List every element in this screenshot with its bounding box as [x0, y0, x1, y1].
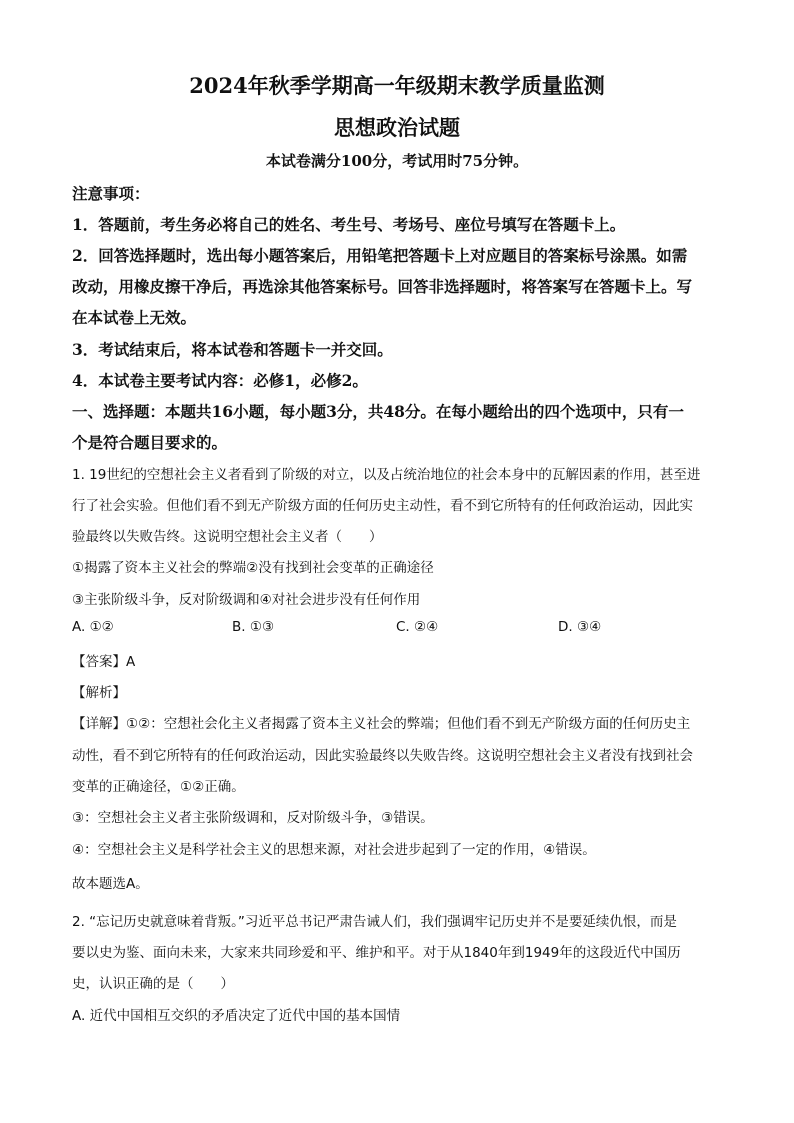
exam-title: 2024年秋季学期高一年级期末教学质量监测 [189, 73, 605, 98]
q1-conclusion: 故本题选A。 [72, 876, 149, 892]
q1-analysis-label: 【解析】 [72, 685, 126, 701]
q1-answer: 【答案】A [72, 654, 136, 670]
q1-option-d: D. ③④ [558, 619, 602, 635]
q1-detail-line-5: ④：空想社会主义是科学社会主义的思想来源，对社会进步起到了一定的作用，④错误。 [72, 842, 596, 858]
q1-statements-line-2: ③主张阶级斗争，反对阶级调和④对社会进步没有任何作用 [72, 592, 421, 608]
q1-detail-line-4: ③：空想社会主义者主张阶级调和，反对阶级斗争，③错误。 [72, 810, 434, 826]
q1-stem-line-2: 行了社会实验。但他们看不到无产阶级方面的任何历史主动性，看不到它所特有的任何政治运动，因此实 [72, 498, 693, 514]
notice-item-2-line-3: 在本试卷上无效。 [72, 308, 197, 327]
section-heading-line-1: 一、选择题：本题共16小题，每小题3分，共48分。在每小题给出的四个选项中，只有一 [72, 402, 684, 421]
subject-title: 思想政治试题 [334, 115, 460, 140]
notice-heading: 注意事项： [72, 184, 150, 203]
notice-item-1: 1．答题前，考生务必将自己的姓名、考生号、考场号、座位号填写在答题卡上。 [72, 215, 626, 234]
q2-stem-line-3: 史，认识正确的是（ ） [72, 976, 234, 992]
q2-stem-line-2: 要以史为鉴、面向未来，大家来共同珍爱和平、维护和平。对于从1840年到1949年的这段近代中国历 [72, 945, 681, 961]
section-heading-line-2: 个是符合题目要求的。 [72, 433, 228, 452]
notice-item-2-line-2: 改动，用橡皮擦干净后，再选涂其他答案标号。回答非选择题时，将答案写在答题卡上。写 [72, 277, 693, 296]
exam-info: 本试卷满分100分，考试用时75分钟。 [265, 152, 529, 170]
q1-stem-line-3: 验最终以失败告终。这说明空想社会主义者（ ） [72, 529, 383, 545]
q1-detail-line-2: 动性，看不到它所特有的任何政治运动，因此实验最终以失败告终。这说明空想社会主义者没有找到社会 [72, 748, 693, 764]
q1-option-b: B. ①③ [232, 619, 275, 635]
q1-detail-line-3: 变革的正确途径，①②正确。 [72, 779, 245, 795]
q2-option-a: A. 近代中国相互交织的矛盾决定了近代中国的基本国情 [72, 1008, 401, 1024]
q1-stem-line-1: 1. 19世纪的空想社会主义者看到了阶级的对立，以及占统治地位的社会本身中的瓦解因素的作用，甚至进 [72, 467, 701, 483]
q1-statements-line-1: ①揭露了资本主义社会的弊端②没有找到社会变革的正确途径 [72, 560, 434, 576]
notice-item-2-line-1: 2．回答选择题时，选出每小题答案后，用铅笔把答题卡上对应题目的答案标号涂黑。如需 [72, 246, 688, 265]
notice-item-4: 4．本试卷主要考试内容：必修1，必修2。 [72, 371, 368, 390]
q1-option-c: C. ②④ [396, 619, 439, 635]
q1-detail-line-1: 【详解】①②：空想社会化主义者揭露了资本主义社会的弊端；但他们看不到无产阶级方面的任何历史主 [72, 716, 691, 732]
notice-item-3: 3．考试结束后，将本试卷和答题卡一并交回。 [72, 340, 393, 359]
q2-stem-line-1: 2. “忘记历史就意味着背叛。”习近平总书记严肃告诫人们，我们强调牢记历史并不是要延续仇恨，而是 [72, 914, 677, 930]
q1-option-a: A. ①② [72, 619, 114, 635]
